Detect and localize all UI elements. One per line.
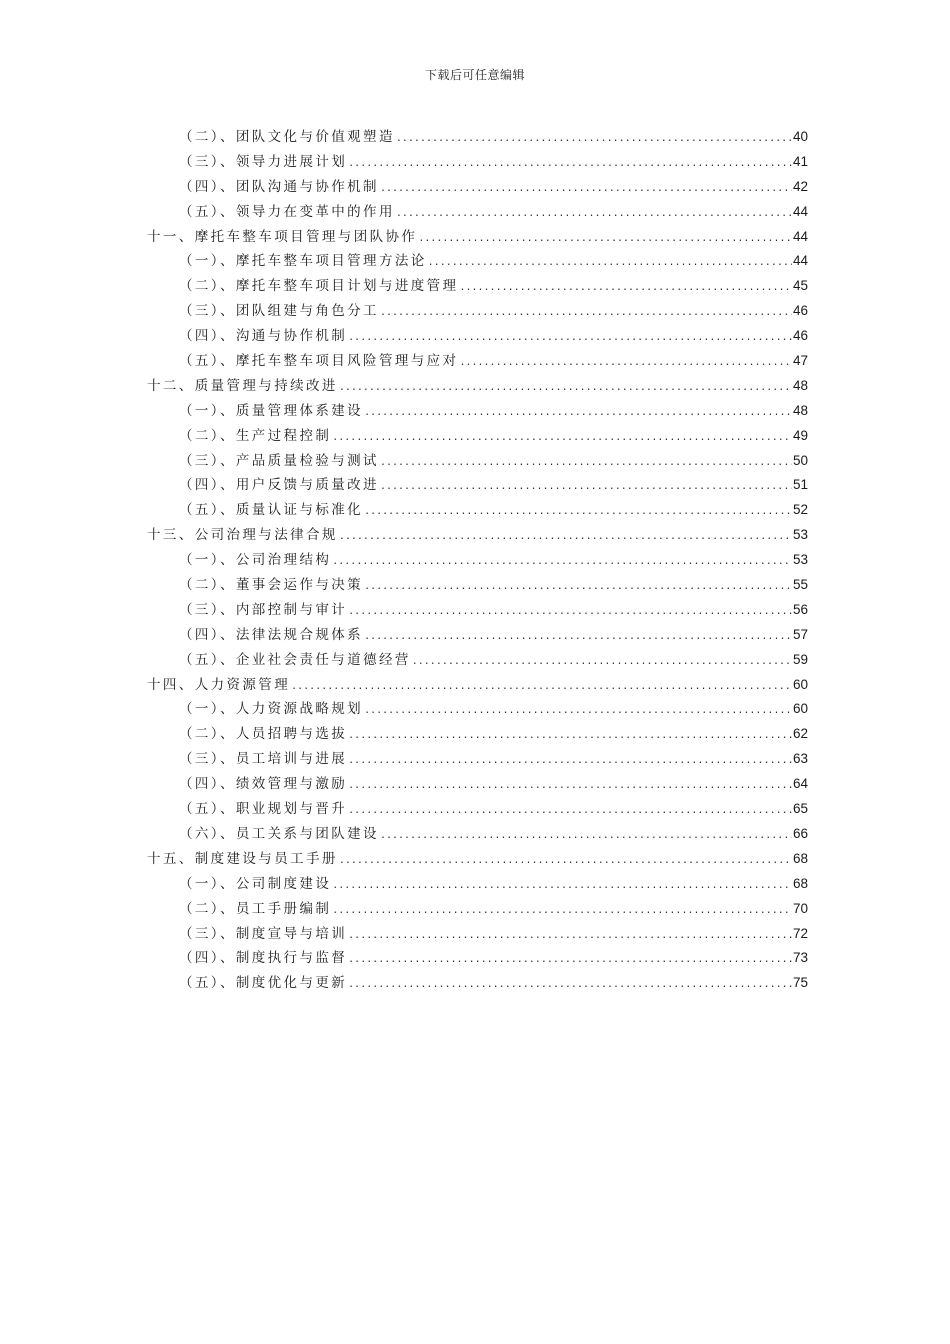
- toc-entry-title: （四）、沟通与协作机制: [179, 328, 348, 345]
- toc-entry-title: （五）、制度优化与更新: [179, 975, 348, 992]
- toc-entry-page-number: 73: [792, 950, 808, 966]
- toc-entry-title: 十五、制度建设与员工手册: [147, 850, 338, 867]
- toc-section-entry[interactable]: [147, 747, 808, 772]
- toc-entry-title: （二）、团队文化与价值观塑造: [179, 129, 395, 145]
- toc-section-entry[interactable]: [147, 150, 808, 175]
- toc-section-entry[interactable]: [147, 200, 808, 225]
- toc-section-entry[interactable]: [147, 897, 808, 922]
- toc-entry-page-number: 75: [792, 975, 808, 991]
- toc-entry-page-number: 49: [792, 427, 808, 443]
- toc-entry-page-number: 51: [792, 477, 808, 493]
- toc-dot-leader: [380, 301, 792, 326]
- toc-entry-title: （一）、人力资源战略规划: [179, 701, 364, 718]
- toc-entry-title: （三）、内部控制与审计: [179, 601, 348, 618]
- toc-dot-leader: [348, 600, 792, 625]
- toc-entry-title: （五）、职业规划与晋升: [179, 801, 348, 818]
- toc-entry-title: （五）、企业社会责任与道德经营: [179, 651, 411, 668]
- toc-dot-leader: [459, 276, 792, 301]
- toc-dot-leader: [332, 550, 792, 575]
- toc-entry-title: （五）、质量认证与标准化: [179, 502, 364, 519]
- toc-chapter-entry[interactable]: [147, 673, 808, 698]
- toc-section-entry[interactable]: [147, 772, 808, 797]
- toc-chapter-entry[interactable]: [147, 847, 808, 872]
- toc-dot-leader: [364, 575, 792, 600]
- toc-entry-page-number: 53: [792, 527, 808, 543]
- toc-entry-title: 十一、摩托车整车项目管理与团队协作: [147, 228, 418, 245]
- toc-dot-leader: [348, 749, 792, 774]
- toc-dot-leader: [348, 799, 792, 824]
- toc-section-entry[interactable]: [147, 473, 808, 498]
- toc-section-entry[interactable]: [147, 822, 808, 847]
- toc-dot-leader: [396, 127, 792, 152]
- toc-entry-title: 十二、质量管理与持续改进: [147, 377, 338, 394]
- toc-entry-title: 十四、人力资源管理: [147, 676, 291, 693]
- toc-entry-page-number: 59: [792, 651, 808, 667]
- toc-entry-title: （一）、质量管理体系建设: [179, 402, 364, 419]
- toc-entry-page-number: 55: [792, 577, 808, 593]
- toc-section-entry[interactable]: [147, 249, 808, 274]
- toc-entry-title: （三）、产品质量检验与测试: [179, 452, 379, 469]
- toc-section-entry[interactable]: [147, 573, 808, 598]
- toc-section-entry[interactable]: [147, 274, 808, 299]
- toc-entry-title: （二）、员工手册编制: [179, 900, 332, 917]
- toc-entry-page-number: 64: [792, 776, 808, 792]
- toc-entry-title: （四）、法律法规合规体系: [179, 626, 364, 643]
- toc-dot-leader: [364, 500, 792, 525]
- toc-section-entry[interactable]: [147, 722, 808, 747]
- toc-dot-leader: [380, 824, 792, 849]
- toc-dot-leader: [380, 177, 792, 202]
- toc-chapter-entry[interactable]: [147, 225, 808, 250]
- toc-dot-leader: [348, 948, 792, 973]
- toc-section-entry[interactable]: [147, 598, 808, 623]
- toc-entry-page-number: 63: [792, 751, 808, 767]
- toc-entry-page-number: 48: [792, 402, 808, 418]
- toc-entry-page-number: 41: [792, 153, 808, 169]
- toc-dot-leader: [348, 924, 792, 949]
- toc-entry-page-number: 53: [792, 552, 808, 568]
- toc-chapter-entry[interactable]: [147, 374, 808, 399]
- toc-dot-leader: [348, 326, 792, 351]
- toc-entry-title: （二）、生产过程控制: [179, 427, 332, 444]
- toc-entry-title: （四）、绩效管理与激励: [179, 776, 348, 793]
- toc-section-entry[interactable]: [147, 697, 808, 722]
- toc-section-entry[interactable]: [147, 324, 808, 349]
- toc-section-entry[interactable]: [147, 797, 808, 822]
- toc-section-entry[interactable]: [147, 175, 808, 200]
- toc-dot-leader: [364, 699, 792, 724]
- toc-entry-title: （四）、用户反馈与质量改进: [179, 477, 379, 494]
- toc-entry-page-number: 52: [792, 502, 808, 518]
- toc-entry-page-number: 66: [792, 825, 808, 841]
- toc-section-entry[interactable]: [147, 872, 808, 897]
- toc-entry-title: （二）、摩托车整车项目计划与进度管理: [179, 278, 459, 295]
- toc-section-entry[interactable]: [147, 399, 808, 424]
- toc-entry-page-number: 46: [792, 303, 808, 319]
- toc-dot-leader: [332, 426, 792, 451]
- toc-entry-title: （四）、制度执行与监督: [179, 950, 348, 967]
- toc-section-entry[interactable]: [147, 349, 808, 374]
- toc-entry-title: （一）、摩托车整车项目管理方法论: [179, 253, 427, 270]
- toc-entry-page-number: 68: [792, 850, 808, 866]
- toc-entry-title: （三）、领导力进展计划: [179, 153, 348, 170]
- toc-dot-leader: [339, 849, 792, 874]
- toc-dot-leader: [332, 899, 792, 924]
- toc-entry-title: 十三、公司治理与法律合规: [147, 527, 338, 544]
- toc-section-entry[interactable]: [147, 548, 808, 573]
- table-of-contents: [147, 125, 808, 996]
- toc-dot-leader: [339, 525, 792, 550]
- toc-entry-page-number: 48: [792, 377, 808, 393]
- toc-dot-leader: [364, 625, 792, 650]
- toc-entry-title: （五）、领导力在变革中的作用: [179, 203, 395, 220]
- toc-section-entry[interactable]: [147, 498, 808, 523]
- toc-dot-leader: [339, 376, 792, 401]
- toc-entry-title: （二）、董事会运作与决策: [179, 577, 364, 594]
- toc-entry-title: （三）、员工培训与进展: [179, 751, 348, 768]
- toc-entry-page-number: 65: [792, 801, 808, 817]
- toc-entry-title: （一）、公司治理结构: [179, 552, 332, 569]
- toc-section-entry[interactable]: [147, 922, 808, 947]
- toc-entry-page-number: 47: [792, 353, 808, 369]
- toc-dot-leader: [396, 202, 792, 227]
- toc-entry-title: （三）、制度宣导与培训: [179, 925, 348, 942]
- toc-entry-page-number: 40: [792, 129, 808, 144]
- toc-entry-page-number: 72: [792, 925, 808, 941]
- toc-entry-title: （五）、摩托车整车项目风险管理与应对: [179, 353, 459, 370]
- toc-entry-page-number: 44: [792, 228, 808, 244]
- toc-dot-leader: [348, 724, 792, 749]
- toc-section-entry[interactable]: [147, 299, 808, 324]
- toc-chapter-entry[interactable]: [147, 523, 808, 548]
- toc-dot-leader: [332, 874, 792, 899]
- toc-entry-page-number: 62: [792, 726, 808, 742]
- toc-section-entry[interactable]: [147, 623, 808, 648]
- toc-dot-leader: [348, 774, 792, 799]
- toc-section-entry[interactable]: [147, 125, 808, 150]
- toc-entry-page-number: 60: [792, 676, 808, 692]
- toc-entry-title: （三）、团队组建与角色分工: [179, 303, 379, 320]
- toc-dot-leader: [418, 227, 792, 252]
- toc-entry-page-number: 70: [792, 900, 808, 916]
- toc-entry-page-number: 56: [792, 601, 808, 617]
- toc-entry-title: （二）、人员招聘与选拔: [179, 726, 348, 743]
- page-header: 下载后可任意编辑: [424, 68, 525, 82]
- toc-entry-page-number: 68: [792, 875, 808, 891]
- toc-entry-title: （六）、员工关系与团队建设: [179, 825, 379, 842]
- toc-dot-leader: [364, 401, 792, 426]
- toc-section-entry[interactable]: [147, 449, 808, 474]
- toc-section-entry[interactable]: [147, 971, 808, 996]
- toc-dot-leader: [412, 650, 792, 675]
- toc-dot-leader: [459, 351, 792, 376]
- toc-section-entry[interactable]: [147, 424, 808, 449]
- toc-dot-leader: [291, 675, 792, 700]
- toc-entry-page-number: 45: [792, 278, 808, 294]
- toc-entry-page-number: 60: [792, 701, 808, 717]
- toc-dot-leader: [380, 475, 792, 500]
- toc-dot-leader: [348, 152, 792, 177]
- toc-dot-leader: [348, 973, 792, 998]
- toc-entry-page-number: 50: [792, 452, 808, 468]
- toc-entry-page-number: 46: [792, 328, 808, 344]
- toc-entry-page-number: 44: [792, 203, 808, 219]
- toc-dot-leader: [380, 451, 792, 476]
- toc-section-entry[interactable]: [147, 648, 808, 673]
- toc-entry-page-number: 42: [792, 178, 808, 194]
- toc-entry-title: （四）、团队沟通与协作机制: [179, 178, 379, 195]
- toc-entry-title: （一）、公司制度建设: [179, 875, 332, 892]
- toc-dot-leader: [428, 251, 792, 276]
- toc-entry-page-number: 44: [792, 253, 808, 269]
- toc-entry-page-number: 57: [792, 626, 808, 642]
- toc-section-entry[interactable]: [147, 946, 808, 971]
